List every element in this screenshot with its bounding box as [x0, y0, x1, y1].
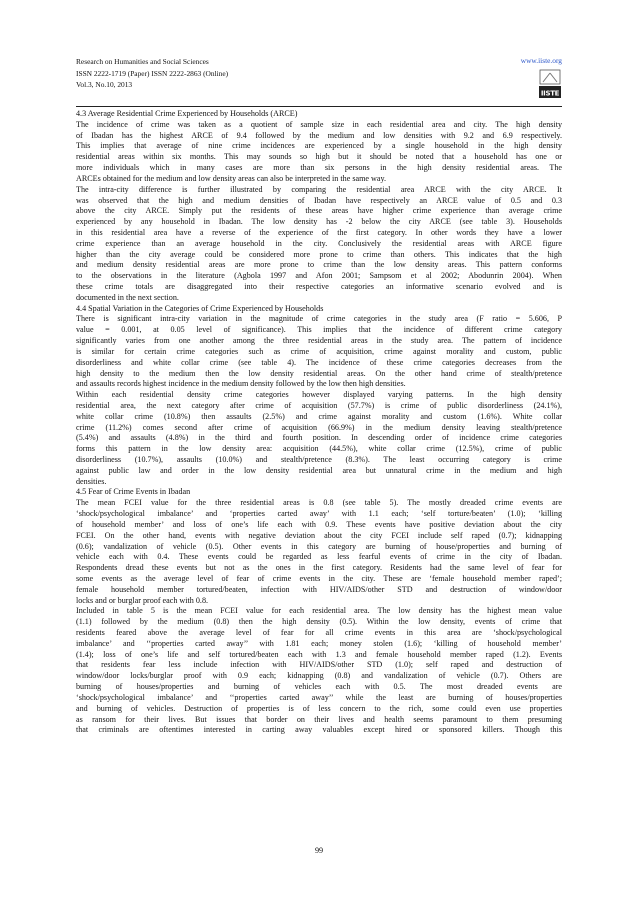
body-text-line: value = 0.001, at 0.05 level of significance). This implies that the incidence of different crime category	[76, 325, 562, 335]
body-text-line: densities.	[76, 476, 107, 486]
body-text-line: more individuals which in many cases are more than six persons in the high density residential areas. The	[76, 163, 562, 173]
body-text-line: and burning of vehicles. Destruction of properties is of less concern to the rich, some could even use properties	[76, 703, 562, 713]
body-text-line: white collar crime (10.8%) then assaults (2.5%) and crime against morality and custom (1.6%). White collar	[76, 411, 562, 421]
body-text-line: and medium density residential areas are more prone to crime than the low density areas. This pattern conforms	[76, 260, 562, 270]
body-text-line: female household member tortured/beaten, infection with HIV/AIDS/other STD and destruction of window/door	[76, 584, 562, 594]
body-text-line: Respondents dread these events but not as the ones in the first category. Residents had the same level of fear for	[76, 563, 562, 573]
body-text-line: in this residential area have a reverse of the experience of the first category. In other words they have a lower	[76, 227, 562, 237]
body-text-line: Within each residential density crime categories however displayed varying patterns. In the high density	[76, 390, 562, 400]
body-text-line: disorderliness (10.7%), assaults (10.0%) and stealth/pretence (8.3%). The least occurring category is crime	[76, 455, 562, 464]
body-text-line: experienced by any household in Ibadan. The low density has -2 below the city ARCE (see table 3). Households	[76, 217, 562, 227]
body-text-line: disorderliness and white collar crime (see table 4). The incidence of these crime categories decreases from the	[76, 357, 562, 367]
body-text-line: ARCEs obtained for the medium and low density areas can also be interpreted in the same way.	[76, 173, 387, 183]
body-text-line: to the observations in the literature (Agbola 1997 and Afon 2001; Sampsom et al 2002; Abodunrin 2004). When	[76, 271, 562, 281]
body-text-line: crime (11.2%) comes second after crime of acquisition (66.9%) in the medium density leaving stealth/pretence	[76, 422, 562, 432]
journal-issn: ISSN 2222-1719 (Paper) ISSN 2222-2863 (Online)	[76, 68, 229, 78]
body-text-line: ‘shock/psychological imbalance’ and ‘‘properties carted away’’ while the least are burning of houses/properties	[76, 692, 562, 702]
journal-title: Research on Humanities and Social Sciences	[76, 57, 209, 66]
body-text-line: residents feared above the average level of fear for all crime events in this area are ‘shock/psychological	[76, 628, 562, 637]
body-text-line: 4.5 Fear of Crime Events in Ibadan	[76, 487, 191, 497]
journal-volume: Vol.3, No.10, 2013	[76, 80, 133, 89]
body-text-line: 4.3 Average Residential Crime Experienced by Households (ARCE)	[76, 109, 298, 118]
body-text-line: as ransom for their lives. But issues that border on their lives and health seems paramount to them presuming	[76, 714, 562, 724]
body-text-line: significantly varies from one another among the three residential areas in the study area. The pattern of incidence	[76, 336, 562, 346]
body-text-line: 4.4 Spatial Variation in the Categories of Crime Experienced by Households	[76, 303, 324, 313]
body-text-line: some events as the average level of fear of crime events in the city. These are ‘female household member raped’;	[76, 573, 562, 583]
body-text-line: The intra-city difference is further illustrated by comparing the residential area ARCE with the city ARCE. It	[76, 184, 562, 194]
body-text-line: imbalance’ and ‘‘properties carted away’’ with 1.81 each; money stolen (1.6); ‘killing of household member’	[76, 638, 562, 648]
body-text-line: documented in the next section.	[76, 292, 179, 302]
body-text-line: burning of houses/properties and burning of vehicles each with 0.5. The most dreaded events are	[76, 682, 562, 692]
body-text-line: FCEI. On the other hand, events with negative deviation about the city FCEI include self raped (0.7); kidnapping	[76, 530, 562, 540]
body-text-line: that residents fear less include infection with HIV/AIDS/other STD (1.0); self raped and destruction of	[76, 660, 562, 670]
body-text-line: (5.4%) and assaults (4.8%) in the third and fourth position. In descending order of incidence crime categories	[76, 433, 562, 443]
body-text-line: of Ibadan has the highest ARCE of 9.4 followed by the medium and low densities with 9.2 and 6.9 respectively.	[76, 130, 562, 140]
body-text-line: ‘shock/psychological imbalance’ and ‘properties carted away’ with 1.1 each; ‘self torture/beaten’ (1.0); ‘killing	[76, 509, 562, 519]
body-text-line: forms this pattern in the low density area: acquisition (44.5%), white collar crime (12.5%), crime of public	[76, 444, 562, 454]
body-text-line: that criminals are oftentimes interested in carting away valuables except hired or sponsored killers. Though this	[76, 725, 562, 735]
body-text-line: these crime totals are disaggregated into their respective categories an informative scenario evolved and is	[76, 282, 562, 291]
iiste-logo-icon	[538, 68, 562, 100]
body-text-line: against public law and order in the low density residential area but unnatural crime in the medium and high	[76, 465, 562, 475]
body-text-line: is similar for certain crime categories such as crime of acquisition, crime against morality and custom, public	[76, 346, 562, 356]
body-text-line: (1.4); loss of one’s life and self tortured/beaten each with 1.3 and female household member raped (1.2). Events	[76, 649, 562, 659]
body-text-line: (0.6); vandalization of vehicle (0.5). Other events in this category are burning of house/properties and burning of	[76, 541, 562, 551]
body-text-line: window/door locks/burglar proof with 0.9 each; kidnapping (0.8) and vandalization of vehicle (0.7). Others are	[76, 671, 562, 681]
body-text-line: (1.1) followed by the medium (0.8) then the high density (0.5). Within the low density, events of crime that	[76, 617, 562, 627]
body-text-line: There is significant intra-city variation in the magnitude of crime categories in the study area (F ratio = 5.606, P	[76, 314, 562, 324]
body-text-line: above the city ARCE. Simply put the residents of these areas have higher crime experience than average crime	[76, 206, 562, 216]
body-text-line: residential areas within six months. This may sounds so high but it should be noted that a household has one or	[76, 152, 562, 162]
page-header	[76, 56, 562, 102]
body-text-line: The mean FCEI value for the three residential areas is 0.8 (see table 5). The mostly dreaded crime events are	[76, 498, 562, 508]
header-divider	[76, 106, 562, 107]
page-number: 99	[314, 846, 324, 855]
body-text-line: This implies that average of nine crime incidences are experienced by a single household in the high density	[76, 141, 562, 151]
body-text-line: locks and or burglar proof each with 0.8.	[76, 595, 209, 605]
article-body	[76, 109, 562, 736]
body-text-line: Included in table 5 is the mean FCEI value for each residential area. The low density has the highest mean value	[76, 606, 562, 616]
body-text-line: higher than the city average could be considered more prone to crime than others. This indicates that the high	[76, 249, 562, 259]
body-text-line: The incidence of crime was taken as a quotient of sample size in each residential area and city. The high density	[76, 119, 562, 129]
body-text-line: crime experience than an average household in the city. Conclusively the residential areas with ARCE figure	[76, 238, 562, 248]
svg-text:IISTE: IISTE	[540, 89, 560, 98]
body-text-line: residential area, the next category after crime of acquisition (57.7%) is crime of public disorderliness (24.1%),	[76, 400, 562, 410]
body-text-line: high density to the medium then the low density residential areas. On the other hand crime of stealth/pretence	[76, 368, 562, 378]
body-text-line: was observed that the high and medium densities of Ibadan have respectively an ARCE value of 0.5 and 0.3	[76, 195, 562, 205]
body-text-line: vehicle each with 0.4. These events could be regarded as less fearful events of crime in the city of Ibadan.	[76, 552, 562, 562]
body-text-line: and assaults records highest incidence in the medium density followed by the low then high densities.	[76, 379, 406, 389]
journal-url-link[interactable]: www.iiste.org	[520, 56, 562, 65]
body-text-line: of household member’ and loss of one’s life each with 0.9. These events have positive deviation about the city	[76, 519, 562, 529]
